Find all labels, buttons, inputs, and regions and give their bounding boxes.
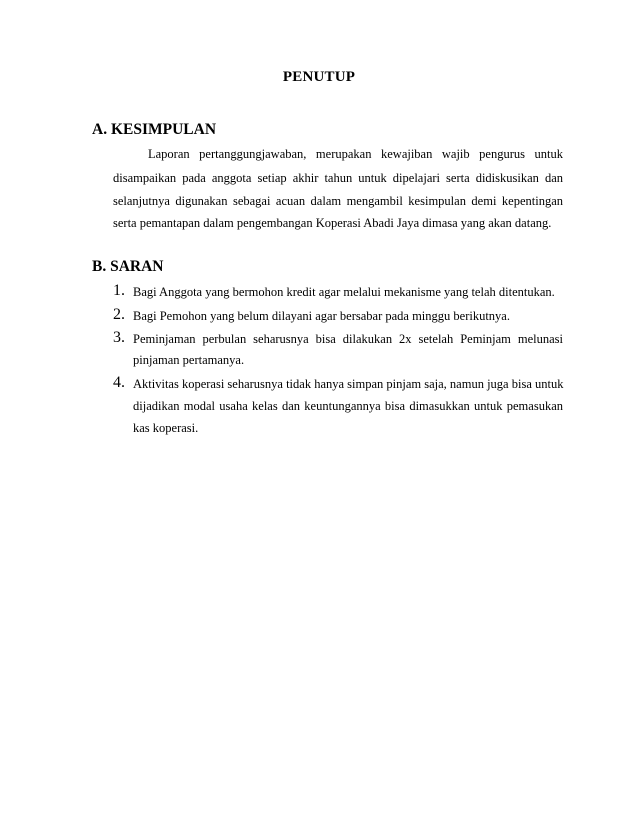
list-item-text: kas koperasi. — [133, 421, 199, 435]
kesimpulan-paragraph-line: disampaikan pada anggota setiap akhir tahun untuk dipelajari serta didiskusikan dan — [113, 171, 563, 185]
list-item-number: 2. — [113, 306, 125, 323]
kesimpulan-paragraph-line: selanjutnya digunakan sebagai acuan dalam mengambil kesimpulan demi kepentingan — [113, 194, 563, 208]
list-item-text: Bagi Pemohon yang belum dilayani agar bersabar pada minggu berikutnya. — [133, 309, 510, 323]
list-item-text: pinjaman pertamanya. — [133, 353, 245, 367]
list-item-text: Bagi Anggota yang bermohon kredit agar melalui mekanisme yang telah ditentukan. — [133, 285, 555, 299]
list-item-text: Peminjaman perbulan seharusnya bisa dilakukan 2x setelah Peminjam melunasi — [133, 332, 563, 346]
page-title: PENUTUP — [282, 69, 356, 85]
list-item-text: Aktivitas koperasi seharusnya tidak hanya simpan pinjam saja, namun juga bisa untuk — [133, 377, 564, 391]
list-item-text: dijadikan modal usaha kelas dan keuntungannya bisa dimasukkan untuk pemasukan — [133, 399, 563, 413]
kesimpulan-paragraph-line: serta pemantapan dalam pengembangan Koperasi Abadi Jaya dimasa yang akan datang. — [113, 216, 552, 230]
list-item-number: 1. — [113, 282, 125, 299]
list-item-number: 4. — [113, 374, 125, 391]
section-heading-saran: B. SARAN — [92, 258, 164, 275]
section-heading-kesimpulan: A. KESIMPULAN — [92, 121, 217, 138]
list-item-number: 3. — [113, 329, 125, 346]
kesimpulan-paragraph-line: Laporan pertanggungjawaban, merupakan kewajiban wajib pengurus untuk — [148, 147, 563, 161]
